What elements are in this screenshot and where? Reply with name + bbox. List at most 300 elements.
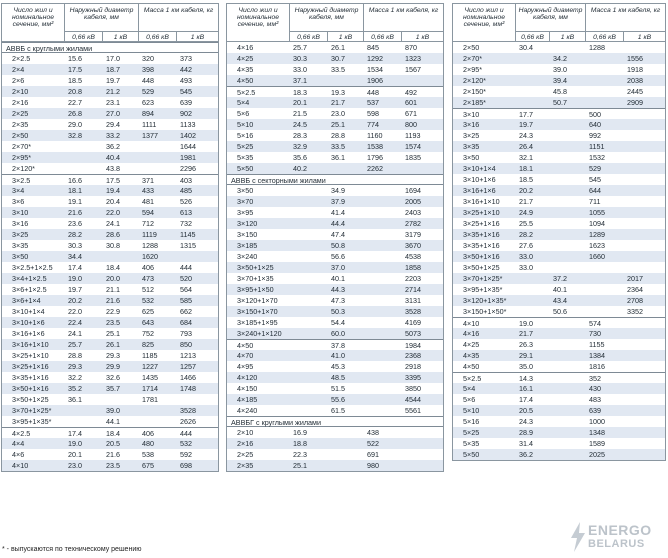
cell-cross-section: 4×2.5 [12,429,31,438]
cell-diameter-1kv: 50.6 [553,307,567,316]
cell-diameter-1kv: 36.1 [331,153,345,162]
cell-diameter-066kv: 22.7 [68,98,82,107]
cell-cross-section: 5×25 [237,142,254,151]
cell-mass-066kv: 623 [142,98,154,107]
cell-cross-section: 3×35+1×16 [12,373,49,382]
cell-mass-066kv: 1435 [142,373,158,382]
cell-diameter-1kv: 47.4 [331,230,345,239]
table-row [453,108,665,119]
cell-cross-section: 4×35 [237,65,254,74]
cell-mass-066kv: 625 [142,307,154,316]
cell-cross-section: 4×10 [463,319,480,328]
cell-diameter-1kv: 23.1 [106,98,120,107]
cell-diameter-1kv: 22.9 [106,307,120,316]
cell-cross-section: 3×185 [237,241,258,250]
cell-cross-section: 3×35+1×16 [463,230,500,239]
cell-diameter-066kv: 26.8 [68,109,82,118]
cell-mass-1kv: 613 [180,208,192,217]
cell-diameter-066kv: 29.3 [68,362,82,371]
cell-mass-1kv [623,318,665,328]
cell-cross-section: 5×6 [463,395,476,404]
cell-mass-066kv: 406 [142,263,154,272]
cell-diameter-1kv [327,163,363,174]
cell-mass-066kv [363,383,401,394]
cell-diameter-1kv: 28.6 [106,230,120,239]
cell-mass-1kv: 532 [180,439,192,448]
cell-mass-1kv: 1556 [627,54,643,63]
cell-cross-section: 3×240 [237,252,258,261]
cell-mass-1kv: 520 [180,274,192,283]
cell-diameter-1kv [549,163,585,174]
cell-mass-1kv [623,207,665,218]
cell-diameter-1kv [549,449,585,460]
cell-cross-section: 3×240+1×120 [237,329,282,338]
cell-diameter-1kv: 25.1 [331,120,345,129]
cell-diameter-1kv [327,438,363,449]
header-voltage-3: 0,66 кВ [138,31,176,42]
cell-diameter-066kv: 20.2 [519,186,533,195]
cell-mass-1kv [623,42,665,53]
cell-diameter-066kv [515,295,549,306]
cell-diameter-066kv: 33.0 [293,65,307,74]
cell-diameter-1kv [549,251,585,262]
cell-mass-066kv: 1620 [142,252,158,261]
cell-diameter-1kv: 29.4 [106,120,120,129]
table-row [2,438,218,449]
cell-mass-066kv: 1185 [142,351,158,360]
cell-mass-1kv [623,394,665,405]
cell-cross-section: 5×2.5 [237,88,256,97]
cell-cross-section: 3×50+1×25 [12,395,49,404]
cell-mass-066kv: 1288 [142,241,158,250]
cell-diameter-1kv: 39.0 [106,406,120,415]
table-row [2,240,218,251]
cell-diameter-1kv: 48.5 [331,373,345,382]
cell-mass-1kv [401,427,443,438]
cell-mass-1kv: 850 [180,340,192,349]
cell-mass-066kv [585,75,623,86]
cell-mass-066kv: 752 [142,329,154,338]
cell-diameter-066kv: 20.2 [68,296,82,305]
table-panel-1 [1,3,219,472]
cell-cross-section: 2×70* [12,142,31,151]
table-row [2,163,218,174]
cell-mass-066kv [363,262,401,273]
cell-mass-1kv [623,174,665,185]
table-row [2,372,218,383]
cell-diameter-1kv: 44.4 [331,219,345,228]
cell-cross-section: 4×50 [237,341,254,350]
cell-diameter-1kv: 44.3 [331,285,345,294]
cell-mass-1kv [401,438,443,449]
cell-diameter-1kv: 26.1 [331,43,345,52]
cell-mass-066kv: 1816 [589,362,605,371]
table-row [2,449,218,460]
cell-cross-section: 2×25 [12,109,29,118]
cell-diameter-1kv: 37.0 [331,263,345,272]
table-row [227,108,443,119]
table-row [453,97,665,108]
cell-mass-066kv: 1227 [142,362,158,371]
cell-mass-1kv: 1145 [180,230,196,239]
cell-cross-section: 5×50 [463,450,480,459]
cell-cross-section: 2×10 [237,428,254,437]
table-row [227,196,443,207]
cell-diameter-1kv: 30.7 [331,54,345,63]
table-row [453,273,665,284]
table-row [227,273,443,284]
cell-diameter-066kv: 25.5 [519,219,533,228]
cell-mass-1kv: 1858 [405,263,421,272]
cell-cross-section: 4×50 [237,76,254,85]
cell-cross-section: 2×4 [12,65,25,74]
cell-mass-066kv [138,141,176,152]
cell-diameter-1kv: 28.8 [331,131,345,140]
cell-diameter-066kv [515,273,549,284]
cell-diameter-066kv [64,163,102,174]
cell-mass-066kv [363,372,401,383]
header-cross-section: Число жил и номинальное сечение, мм² [11,7,55,29]
table-row [2,339,218,350]
cell-diameter-1kv: 22.0 [106,208,120,217]
table-row [453,372,665,383]
cell-mass-066kv: 352 [589,374,601,383]
cell-mass-066kv: 644 [589,186,601,195]
table-row [2,152,218,163]
cell-cross-section: 3×120+1×35* [463,296,507,305]
cell-cross-section: 5×16 [237,131,254,140]
cell-mass-1kv: 1315 [180,241,196,250]
cell-diameter-1kv: 21.6 [106,450,120,459]
table-row [2,361,218,372]
cell-cross-section: 3×50 [237,186,254,195]
table-row [453,251,665,262]
table-row [453,207,665,218]
cell-mass-1kv: 1567 [405,65,421,74]
table-row [2,97,218,108]
cell-cross-section: 3×70+1×25* [12,406,52,415]
cell-cross-section: 4×16 [463,329,480,338]
table-row [227,86,443,97]
header-cross-section: Число жил и номинальное сечение, мм² [462,7,506,29]
cell-mass-1kv [623,109,665,119]
cell-cross-section: 3×120+1×70 [237,296,278,305]
cell-mass-1kv: 3850 [405,384,421,393]
cell-diameter-1kv: 44.1 [106,417,120,426]
cell-mass-1kv: 3528 [180,406,196,415]
cell-mass-066kv [363,185,401,196]
table-panel-2 [226,3,444,472]
cell-mass-1kv: 1466 [180,373,196,382]
cell-diameter-066kv: 24.3 [519,131,533,140]
header-voltage-4: 1 кВ [401,31,443,42]
cell-diameter-1kv: 20.0 [106,274,120,283]
table-row [2,273,218,284]
cell-cross-section: 5×50 [237,164,254,173]
table-row [227,185,443,196]
cell-diameter-1kv: 19.7 [106,76,120,85]
table-row [2,207,218,218]
table-row [453,152,665,163]
cell-mass-1kv: 1835 [405,153,421,162]
table-row [453,383,665,394]
table-row [227,229,443,240]
table-row [2,350,218,361]
cell-cross-section: 3×4 [12,186,25,195]
cell-diameter-066kv: 30.4 [519,43,533,52]
cell-mass-1kv: 1133 [180,120,196,129]
cell-mass-066kv: 433 [142,186,154,195]
header-mass: Масса 1 км кабеля, кг [138,4,218,31]
table-row [227,53,443,64]
cell-diameter-066kv: 17.4 [68,263,82,272]
cell-cross-section: 3×70+1×35 [237,274,274,283]
cell-mass-1kv: 2296 [180,164,196,173]
cell-diameter-1kv: 35.7 [106,384,120,393]
table-row [227,251,443,262]
cell-diameter-066kv: 36.2 [519,450,533,459]
table-panel-3 [452,3,666,461]
cell-mass-1kv: 373 [180,54,192,63]
cell-cross-section: 3×50 [463,153,480,162]
cell-mass-1kv: 545 [180,87,192,96]
cell-diameter-066kv: 33.0 [519,263,533,272]
cell-cross-section: 3×10+1×6 [12,318,45,327]
cell-cross-section: 4×16 [237,43,254,52]
cell-mass-066kv: 1384 [589,351,605,360]
cell-mass-1kv: 684 [180,318,192,327]
cell-mass-1kv: 2714 [405,285,421,294]
cell-mass-1kv: 5561 [405,406,421,415]
cell-mass-1kv: 444 [180,263,192,272]
cell-diameter-1kv: 29.3 [106,351,120,360]
header-mass: Масса 1 км кабеля, кг [363,4,443,31]
cell-diameter-1kv [549,196,585,207]
cell-diameter-066kv [515,97,549,108]
table-row [227,119,443,130]
cell-mass-1kv: 592 [180,450,192,459]
footnote: * - выпускаются по техническому решению [2,546,142,553]
cell-cross-section: 5×25 [463,428,480,437]
cell-cross-section: 2×25 [237,450,254,459]
cell-mass-1kv [401,163,443,174]
cell-mass-1kv: 3131 [405,296,421,305]
cell-diameter-066kv: 19.0 [519,319,533,328]
cell-cross-section: 4×25 [237,54,254,63]
logo-text-bottom: BELARUS [588,538,645,550]
cell-diameter-066kv: 19.1 [68,197,82,206]
cell-mass-1kv: 4169 [405,318,421,327]
cell-diameter-1kv: 39.4 [553,76,567,85]
cell-diameter-066kv: 22.4 [68,318,82,327]
table-row [2,416,218,427]
cell-diameter-1kv: 43.4 [553,296,567,305]
cell-diameter-1kv: 30.8 [106,241,120,250]
cell-diameter-066kv [289,361,327,372]
header-voltage-3: 0,66 кВ [363,31,401,42]
cell-mass-066kv: 2262 [367,164,383,173]
cell-mass-066kv [363,218,401,229]
cell-diameter-066kv: 17.5 [68,65,82,74]
cell-diameter-066kv: 21.5 [293,109,307,118]
table-row [227,383,443,394]
table-row [2,86,218,97]
cell-mass-1kv: 1918 [627,65,643,74]
header-outer-diameter: Наружный диаметр кабеля, мм [64,4,138,31]
cell-mass-1kv: 1981 [180,153,196,162]
cell-diameter-066kv: 18.5 [68,76,82,85]
cell-diameter-066kv: 28.3 [293,131,307,140]
cell-diameter-1kv: 45.8 [553,87,567,96]
cell-mass-1kv [623,240,665,251]
cell-mass-1kv: 442 [180,65,192,74]
table-row [453,64,665,75]
cell-diameter-066kv [289,196,327,207]
cell-diameter-1kv: 60.0 [331,329,345,338]
cell-diameter-1kv: 51.5 [331,384,345,393]
cell-diameter-1kv: 20.4 [106,197,120,206]
cell-mass-1kv: 2368 [405,351,421,360]
cell-diameter-066kv: 29.1 [519,351,533,360]
cell-mass-066kv [363,240,401,251]
cell-cross-section: 3×6+1×4 [12,296,41,305]
table-row [453,328,665,339]
cell-mass-066kv: 1055 [589,208,605,217]
cell-diameter-1kv: 54.4 [331,318,345,327]
logo [568,520,666,554]
cell-cross-section: 3×25+1×16 [463,219,500,228]
cell-mass-066kv [138,416,176,427]
table-row [2,130,218,141]
cell-mass-066kv: 1094 [589,219,605,228]
header-voltage-1: 0,66 кВ [289,31,327,42]
cell-diameter-1kv [327,427,363,438]
table-row [227,163,443,174]
cell-diameter-1kv [549,240,585,251]
table-row [227,152,443,163]
cell-diameter-066kv [64,141,102,152]
cell-mass-066kv: 483 [589,395,601,404]
table-row [2,383,218,394]
cell-diameter-1kv [549,328,585,339]
cell-mass-066kv: 398 [142,65,154,74]
cell-diameter-066kv: 23.6 [68,219,82,228]
cell-mass-066kv: 1589 [589,439,605,448]
cell-diameter-066kv: 20.5 [519,406,533,415]
cell-cross-section: 4×70 [237,351,254,360]
cell-mass-1kv: 870 [405,43,417,52]
cell-diameter-1kv: 20.5 [106,439,120,448]
cell-cross-section: 5×10 [463,406,480,415]
cell-mass-066kv [363,273,401,284]
cell-diameter-1kv [549,152,585,163]
cell-mass-1kv [623,427,665,438]
cell-cross-section: 3×4+1×2.5 [12,274,47,283]
cell-mass-066kv [363,207,401,218]
cell-mass-066kv [585,86,623,97]
table-row [2,141,218,152]
cell-diameter-066kv: 16.1 [519,384,533,393]
table-row [453,196,665,207]
cell-cross-section: 2×150* [463,87,486,96]
cell-cross-section: 3×16+1×10 [12,340,49,349]
cell-mass-066kv [363,295,401,306]
cell-mass-066kv: 522 [367,439,379,448]
cell-cross-section: 3×150+1×50* [463,307,507,316]
table-row [453,174,665,185]
cell-diameter-066kv [289,273,327,284]
cell-cross-section: 3×120 [237,219,258,228]
cell-mass-1kv: 4544 [405,395,421,404]
cell-diameter-066kv: 26.4 [519,142,533,151]
cell-diameter-066kv: 15.6 [68,54,82,63]
cell-diameter-066kv: 28.2 [519,230,533,239]
table-row [227,394,443,405]
cell-mass-1kv [623,361,665,372]
cell-mass-1kv: 1213 [180,351,196,360]
cell-mass-066kv: 980 [367,461,379,470]
cell-diameter-066kv: 32.9 [293,142,307,151]
cell-diameter-1kv [549,350,585,361]
cell-mass-066kv: 992 [589,131,601,140]
table-row [227,328,443,339]
table-row [453,240,665,251]
cell-mass-066kv: 894 [142,109,154,118]
cell-cross-section: 3×16+1×6 [12,329,45,338]
cell-cross-section: 5×16 [463,417,480,426]
cell-mass-1kv: 564 [180,285,192,294]
cell-cross-section: 3×16 [463,120,480,129]
cell-mass-1kv: 3395 [405,373,421,382]
cell-diameter-1kv: 39.0 [553,65,567,74]
cell-diameter-066kv [289,350,327,361]
table-row [453,427,665,438]
cell-diameter-1kv: 55.6 [331,395,345,404]
cell-diameter-1kv: 32.6 [106,373,120,382]
table-row [2,460,218,471]
table-row [453,42,665,53]
cell-mass-1kv [623,196,665,207]
cell-diameter-1kv: 50.8 [331,241,345,250]
cell-diameter-066kv [289,240,327,251]
cell-diameter-1kv: 33.5 [331,65,345,74]
cell-cross-section: 3×50+1×16 [12,384,49,393]
table-row [453,416,665,427]
cell-mass-066kv: 1155 [589,340,605,349]
cell-mass-066kv [363,229,401,240]
table-row [2,75,218,86]
cell-diameter-066kv: 22.3 [293,450,307,459]
table-row [227,97,443,108]
cell-diameter-066kv: 31.4 [519,439,533,448]
cell-diameter-1kv [549,383,585,394]
cell-diameter-1kv [549,394,585,405]
table-row [453,361,665,372]
table-row [2,328,218,339]
cell-diameter-1kv: 23.0 [331,109,345,118]
cell-diameter-1kv: 33.5 [331,142,345,151]
cell-cross-section: 2×6 [12,76,25,85]
cell-diameter-1kv: 43.8 [106,164,120,173]
cell-diameter-1kv: 45.3 [331,362,345,371]
table-row [2,394,218,405]
cell-diameter-1kv: 26.1 [106,340,120,349]
cell-cross-section: 2×185* [463,98,486,107]
table-row [453,130,665,141]
cell-diameter-1kv: 27.0 [106,109,120,118]
cell-cross-section: 3×185+1×95 [237,318,278,327]
table-row [453,350,665,361]
